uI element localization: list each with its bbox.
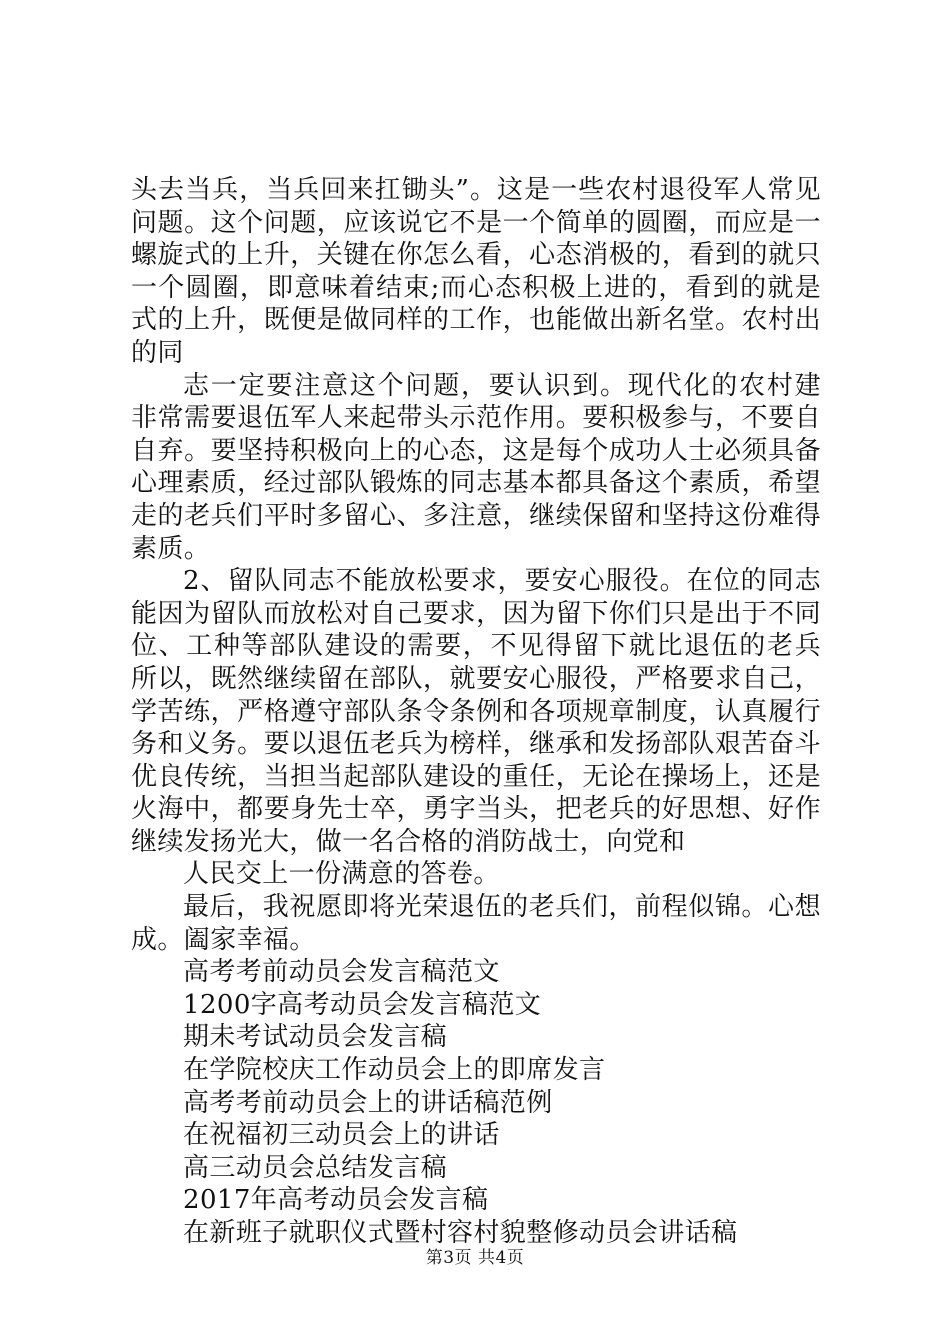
text-line: 的同 [131, 337, 184, 368]
page-number-footer: 第3页 共4页 [425, 1248, 525, 1268]
text-line: 问题。这个问题，应该说它不是一个简单的圆圈，而应是一 [131, 207, 821, 238]
text-line: 素质。 [131, 533, 211, 564]
related-article-link[interactable]: 在祝福初三动员会上的讲话 [183, 1120, 500, 1151]
paragraph [131, 565, 821, 858]
text-line: 一个圆圈，即意味着结束;而心态积极上进的，看到的就是 [131, 272, 821, 303]
related-articles-list [131, 956, 821, 1249]
text-line: 非常需要退伍军人来起带头示范作用。要积极参与，不要自 [131, 403, 821, 434]
text-line: 走的老兵们平时多留心、多注意，继续保留和坚持这份难得 [131, 500, 821, 531]
text-line: 位、工种等部队建设的需要，不见得留下就比退伍的老兵 [131, 631, 821, 662]
related-article-link[interactable]: 高考考前动员会发言稿范文 [183, 957, 500, 988]
paragraph [131, 370, 821, 566]
related-article-link[interactable]: 期未考试动员会发言稿 [183, 1022, 448, 1053]
paragraph-continuation [131, 174, 821, 370]
text-line: 火海中，都要身先士卒，勇字当头，把老兵的好思想、好作 [131, 794, 821, 825]
related-article-link[interactable]: 高考考前动员会上的讲话稿范例 [183, 1087, 553, 1118]
text-line: 学苦练，严格遵守部队条令条例和各项规章制度，认真履行 [131, 696, 821, 727]
text-line: 最后，我祝愿即将光荣退伍的老兵们，前程似锦。心想 [183, 892, 821, 923]
text-line: 式的上升，既便是做同样的工作，也能做出新名堂。农村出 [131, 305, 821, 336]
related-article-link[interactable]: 高三动员会总结发言稿 [183, 1152, 448, 1183]
text-line: 人民交上一份满意的答卷。 [183, 859, 500, 890]
text-line: 所以，既然继续留在部队，就要安心服役，严格要求自己， [131, 663, 821, 694]
text-line: 继续发扬光大，做一名合格的消防战士，向党和 [131, 826, 686, 857]
related-article-link[interactable]: 在学院校庆工作动员会上的即席发言 [183, 1055, 606, 1086]
related-article-link[interactable]: 1200字高考动员会发言稿范文 [183, 989, 542, 1020]
text-line: 务和义务。要以退伍老兵为榜样，继承和发扬部队艰苦奋斗 [131, 729, 821, 760]
text-line: 自弃。要坚持积极向上的心态，这是每个成功人士必须具备 [131, 435, 821, 466]
text-line: 优良传统，当担当起部队建设的重任，无论在操场上，还是 [131, 761, 821, 792]
text-line: 头去当兵，当兵回来扛锄头”。这是一些农村退役军人常见 [131, 175, 821, 205]
paragraph [131, 858, 821, 891]
related-article-link[interactable]: 2017年高考动员会发言稿 [183, 1185, 489, 1216]
paragraph-closing [131, 891, 821, 956]
text-line: 能因为留队而放松对自己要求，因为留下你们只是出于不同 [131, 598, 821, 629]
text-line: 2、留队同志不能放松要求，要安心服役。在位的同志 [183, 566, 821, 597]
text-line: 成。阖家幸福。 [131, 924, 316, 955]
related-article-link[interactable]: 在新班子就职仪式暨村容村貌整修动员会讲话稿 [183, 1218, 738, 1248]
document-body [131, 174, 821, 1250]
text-line: 志一定要注意这个问题，要认识到。现代化的农村建 [183, 370, 821, 401]
text-line: 心理素质，经过部队锻炼的同志基本都具备这个素质，希望 [131, 468, 821, 499]
text-line: 螺旋式的上升，关键在你怎么看，心态消极的，看到的就只 [131, 240, 821, 271]
